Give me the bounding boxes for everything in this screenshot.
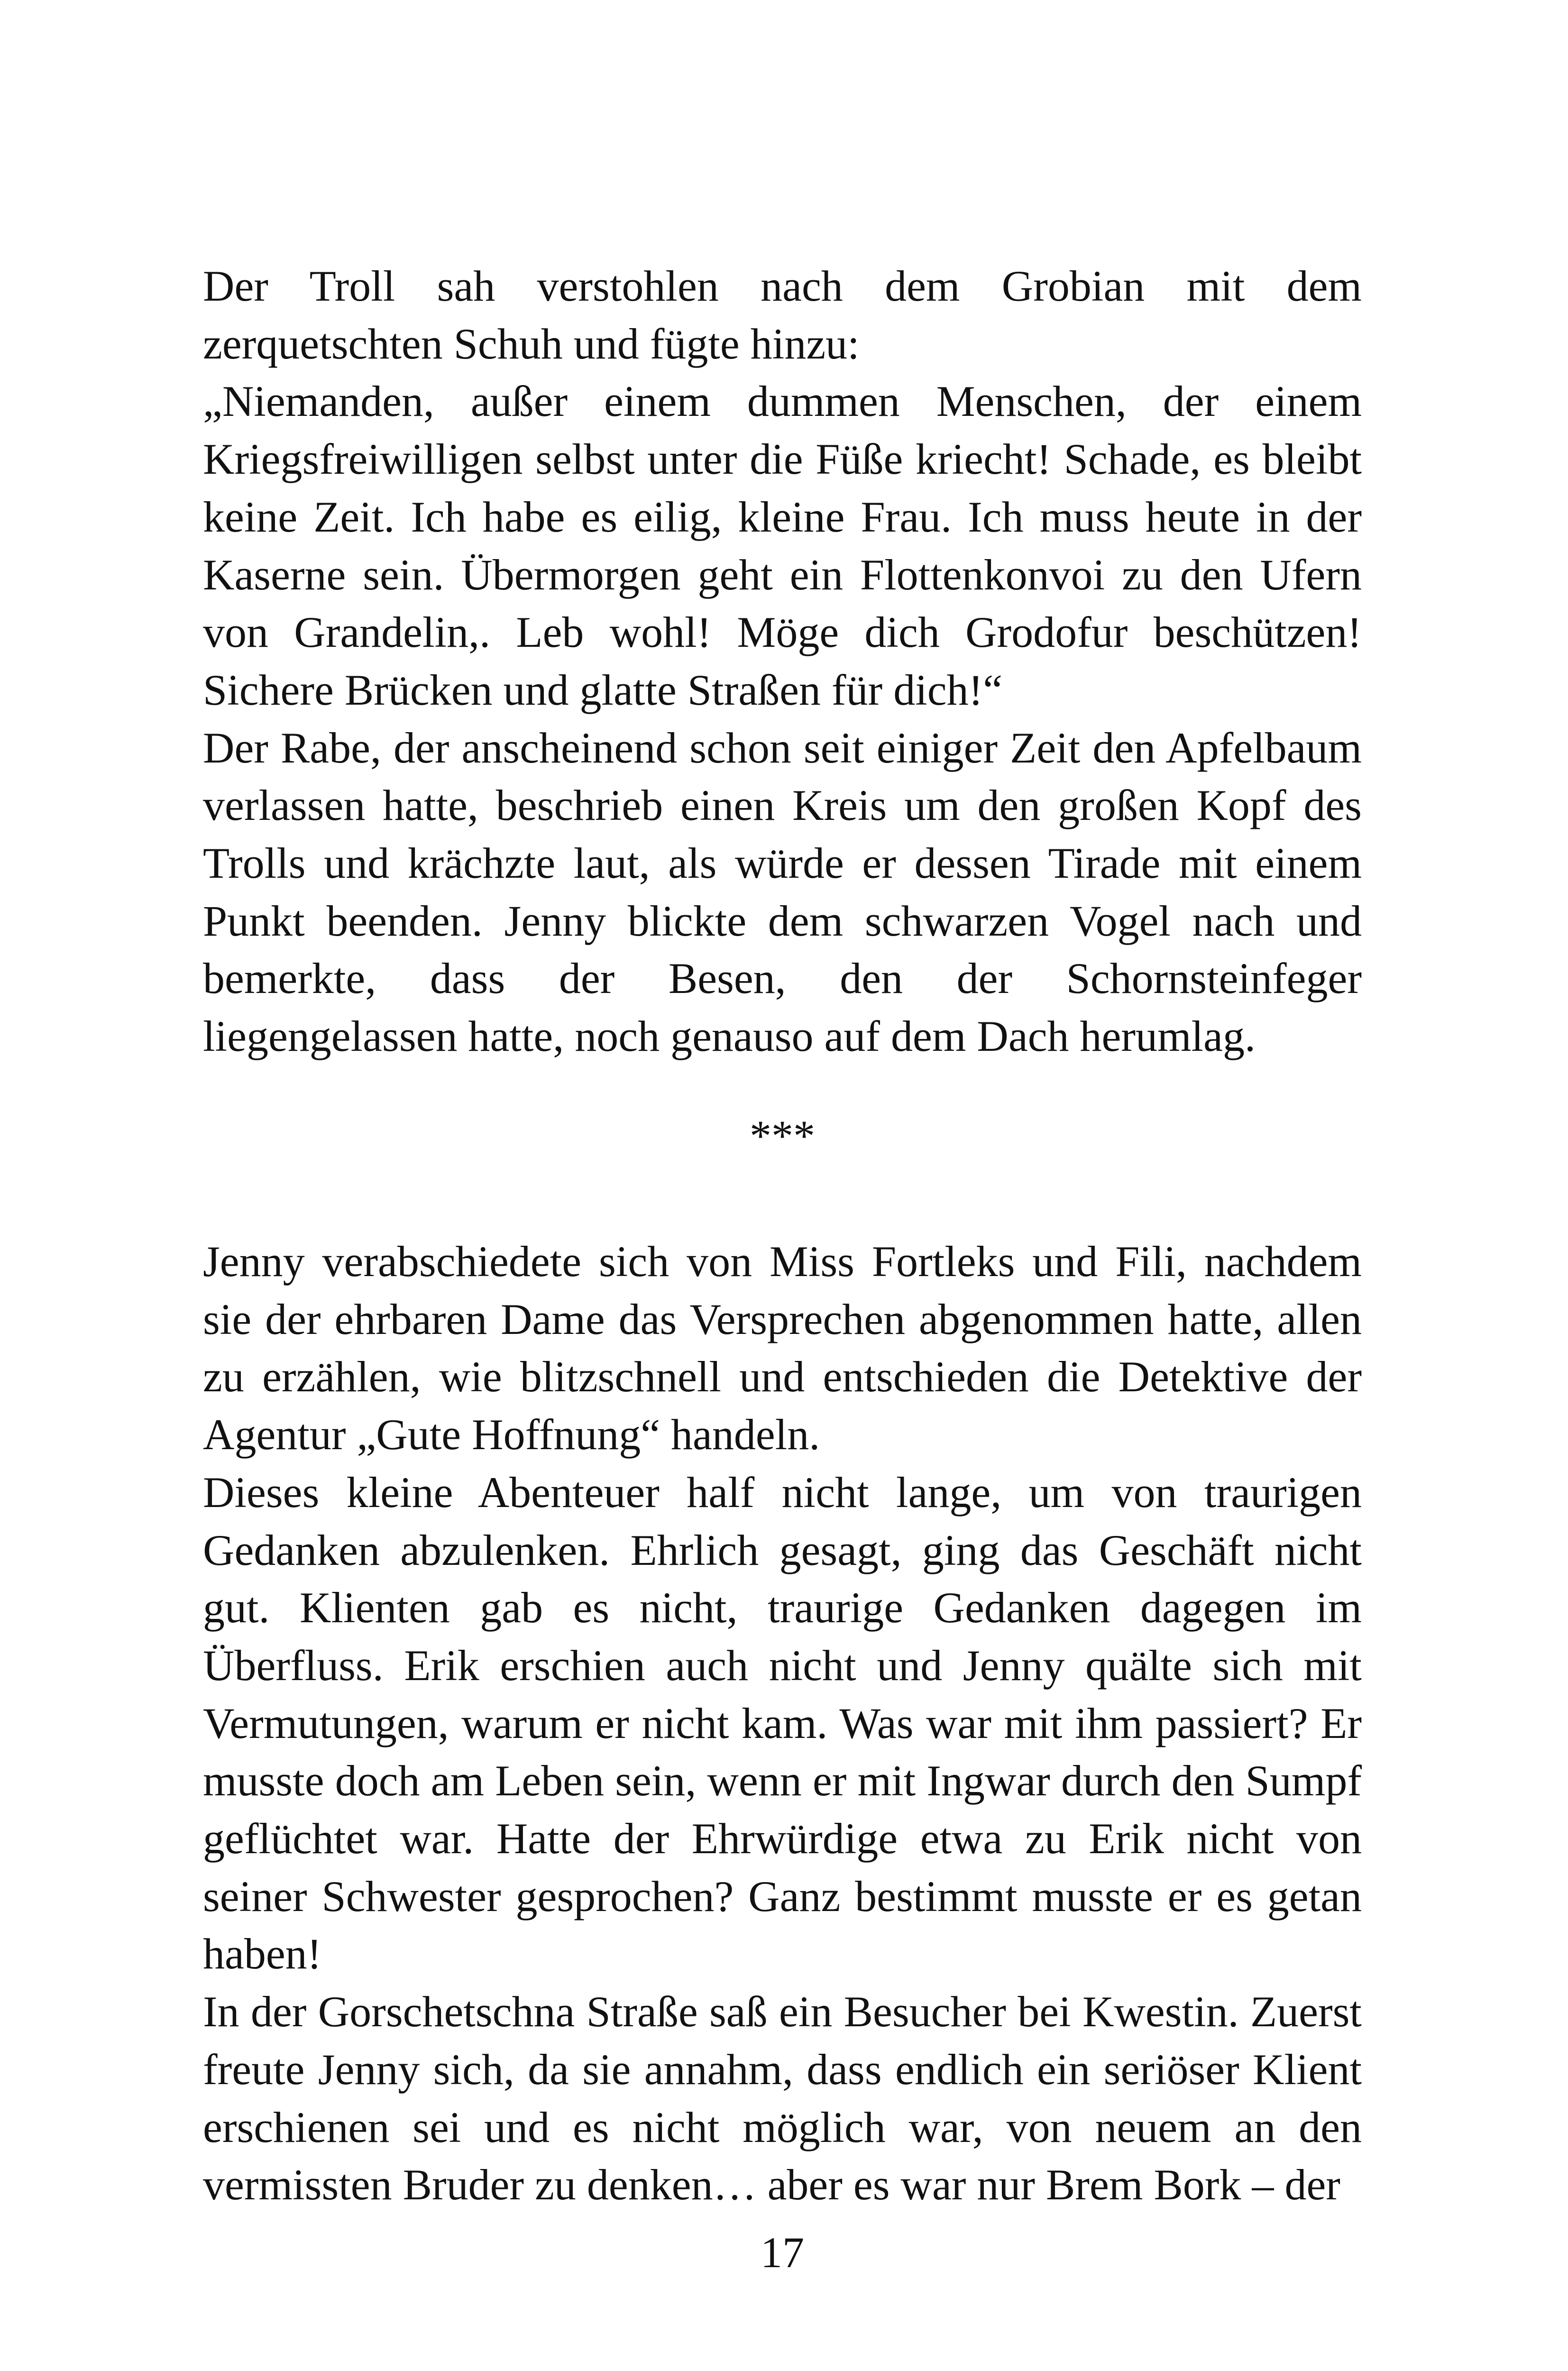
paragraph: Der Rabe, der anscheinend schon seit einiger Zeit den Apfelbaum verlassen hatte, beschrieb einen Kreis um den großen Kopf des Trolls und krächzte laut, als würde er dessen Tirade mit einem Punkt beenden. Jenny blickte dem schwarzen Vogel nach und bemerkte, dass der Besen, den der Schornsteinfeger liegengelassen hatte, noch genauso auf dem Dach herumlag. [203, 723, 1362, 1061]
paragraph: Dieses kleine Abenteuer half nicht lange, um von traurigen Gedanken abzulenken. Ehrlich gesagt, ging das Geschäft nicht gut. Klienten gab es nicht, traurige Gedanken dagegen im Überfluss. Erik erschien auch nicht und Jenny quälte sich mit Vermutungen, warum er nicht kam. Was war mit ihm passiert? Er musste doch am Leben sein, wenn er mit Ingwar durch den Sumpf geflüchtet war. Hatte der Ehrwürdige etwa zu Erik nicht von seiner Schwester gesprochen? Ganz bestimmt musste er es getan haben! [203, 1468, 1362, 1978]
paragraph: In der Gorschetschna Straße saß ein Besucher bei Kwestin. Zuerst freute Jenny sich, da sie annahm, dass endlich ein seriöser Klient erschienen sei und es nicht möglich war, von neuem an den vermissten Bruder zu denken… aber es war nur Brem Bork – der [203, 1987, 1362, 2209]
text-block-upper [203, 257, 1362, 1066]
section-separator: *** [750, 1112, 815, 1160]
page-number: 17 [761, 2228, 804, 2277]
paragraph: „Niemanden, außer einem dummen Menschen, der einem Kriegsfreiwilligen selbst unter die Füße kriecht! Schade, es bleibt keine Zeit. Ich habe es eilig, kleine Frau. Ich muss heute in der Kaserne sein. Übermorgen geht ein Flottenkonvoi zu den Ufern von Grandelin,. Leb wohl! Möge dich Grodofur beschützen! Sichere Brücken und glatte Straßen für dich!“ [203, 377, 1362, 714]
text-block-lower [203, 1233, 1362, 2214]
paragraph: Der Troll sah verstohlen nach dem Grobian mit dem zerquetschten Schuh und fügte hinzu: [203, 262, 1362, 368]
paragraph: Jenny verabschiedete sich von Miss Fortleks und Fili, nachdem sie der ehrbaren Dame das Versprechen abgenommen hatte, allen zu erzählen, wie blitzschnell und entschieden die Detektive der Agentur „Gute Hoffnung“ handeln. [203, 1237, 1362, 1459]
